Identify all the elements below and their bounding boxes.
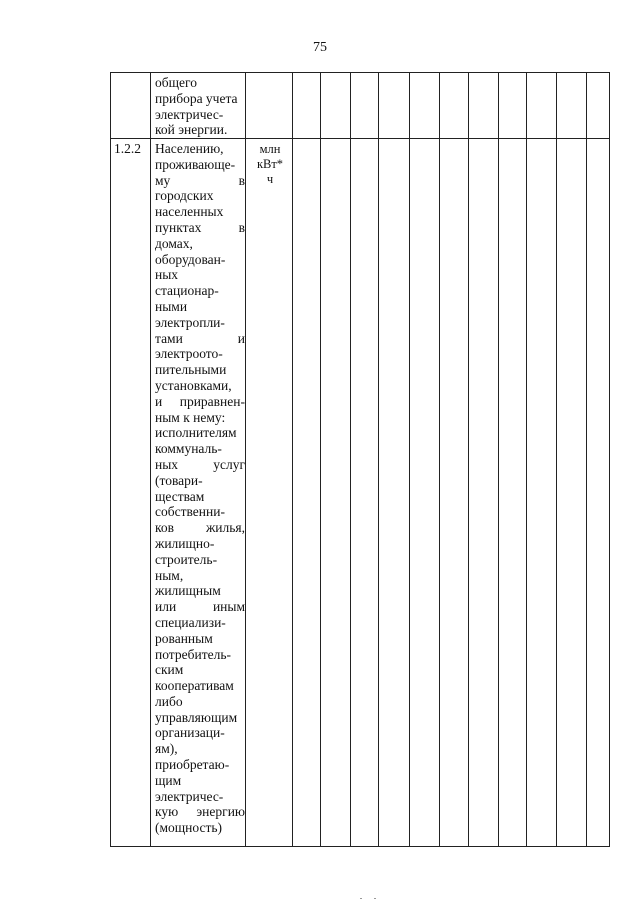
cell-line: Населению, <box>155 141 224 156</box>
cell-line: электропли- <box>155 314 225 330</box>
cell-line: приобретаю- <box>155 757 230 773</box>
cell-line: коммуналь- <box>155 441 222 457</box>
cell-line: ям), <box>155 741 178 757</box>
cell-word: и <box>237 330 245 346</box>
cell-line: исполнителям <box>155 425 237 441</box>
column-divider <box>526 73 527 846</box>
cell-line: общего <box>155 75 197 90</box>
cell-line: (мощность) <box>155 820 223 836</box>
cell-line: проживающе- <box>155 156 236 172</box>
cell-line: ным к нему: <box>155 409 226 425</box>
column-divider <box>498 73 499 846</box>
cell-word: приравнен- <box>179 393 245 409</box>
cell-line: электричес- <box>155 788 224 804</box>
cell-word: кую <box>155 804 179 820</box>
cell-line: млн <box>259 142 281 156</box>
cell-line: ных <box>155 267 179 283</box>
scan-speck <box>374 898 376 899</box>
cell-line: потребитель- <box>155 646 231 662</box>
cell-line: кой энергии. <box>155 122 228 138</box>
page-number: 75 <box>313 40 327 55</box>
cell-line <box>155 220 245 236</box>
cell-line: ным, <box>155 567 184 583</box>
cell-line <box>155 394 245 410</box>
column-divider <box>556 73 557 846</box>
cell-word: тами <box>155 330 183 346</box>
cell-line: пительными <box>155 362 227 378</box>
cell-word: или <box>155 599 177 615</box>
column-divider <box>586 73 587 846</box>
cell-word: в <box>238 219 245 235</box>
cell-line: либо <box>155 693 183 709</box>
column-divider <box>350 73 351 846</box>
cell-word: энергию <box>196 804 245 820</box>
row-name <box>155 141 245 836</box>
column-divider <box>150 73 151 846</box>
cell-word: пунктах <box>155 219 202 235</box>
cell-line: ч <box>266 172 274 186</box>
column-divider <box>378 73 379 846</box>
cell-line: электроото- <box>155 346 223 362</box>
column-divider <box>409 73 410 846</box>
cell-line: щим <box>155 772 182 788</box>
cell-line: строитель- <box>155 551 218 567</box>
cell-line: собственни- <box>155 504 225 520</box>
column-divider <box>245 73 246 846</box>
cell-word: иным <box>212 599 245 615</box>
cell-line: специализи- <box>155 614 226 630</box>
cell-line: ными <box>155 298 188 314</box>
cell-line: стационар- <box>155 283 219 299</box>
cell-line: жилищно- <box>155 535 215 551</box>
column-divider <box>468 73 469 846</box>
cell-line: (товари- <box>155 472 203 488</box>
cell-line <box>155 173 245 189</box>
scan-speck <box>360 898 362 899</box>
cell-line <box>155 457 245 473</box>
cell-line: ским <box>155 662 184 678</box>
cell-line <box>155 804 245 820</box>
cell-word: услуг <box>213 456 245 472</box>
cell-line: городских <box>155 188 214 204</box>
cell-line: оборудован- <box>155 251 226 267</box>
row-continuation-name <box>155 75 245 138</box>
cell-word: жилья, <box>205 520 245 536</box>
cell-word: и <box>155 393 163 409</box>
column-divider <box>439 73 440 846</box>
row-unit <box>247 142 293 187</box>
cell-line: прибора учета <box>155 90 238 106</box>
cell-line <box>155 599 245 615</box>
cell-line: рованным <box>155 630 213 646</box>
cell-line: ществам <box>155 488 205 504</box>
cell-line: электричес- <box>155 106 224 122</box>
cell-line: кВт* <box>256 157 284 171</box>
cell-line: организаци- <box>155 725 225 741</box>
row-number: 1.2.2 <box>114 141 141 156</box>
cell-line: кооперативам <box>155 678 234 694</box>
column-divider <box>292 73 293 846</box>
cell-line: установками, <box>155 377 232 393</box>
cell-word: ков <box>155 520 174 536</box>
cell-line <box>155 331 245 347</box>
cell-line: населенных <box>155 204 224 220</box>
data-table <box>110 72 610 847</box>
column-divider <box>320 73 321 846</box>
cell-word: в <box>238 172 245 188</box>
cell-line: жилищным <box>155 583 221 599</box>
cell-line: домах, <box>155 235 193 251</box>
cell-line <box>155 520 245 536</box>
cell-word: му <box>155 172 171 188</box>
cell-word: ных <box>155 456 179 472</box>
cell-line: управляющим <box>155 709 238 725</box>
